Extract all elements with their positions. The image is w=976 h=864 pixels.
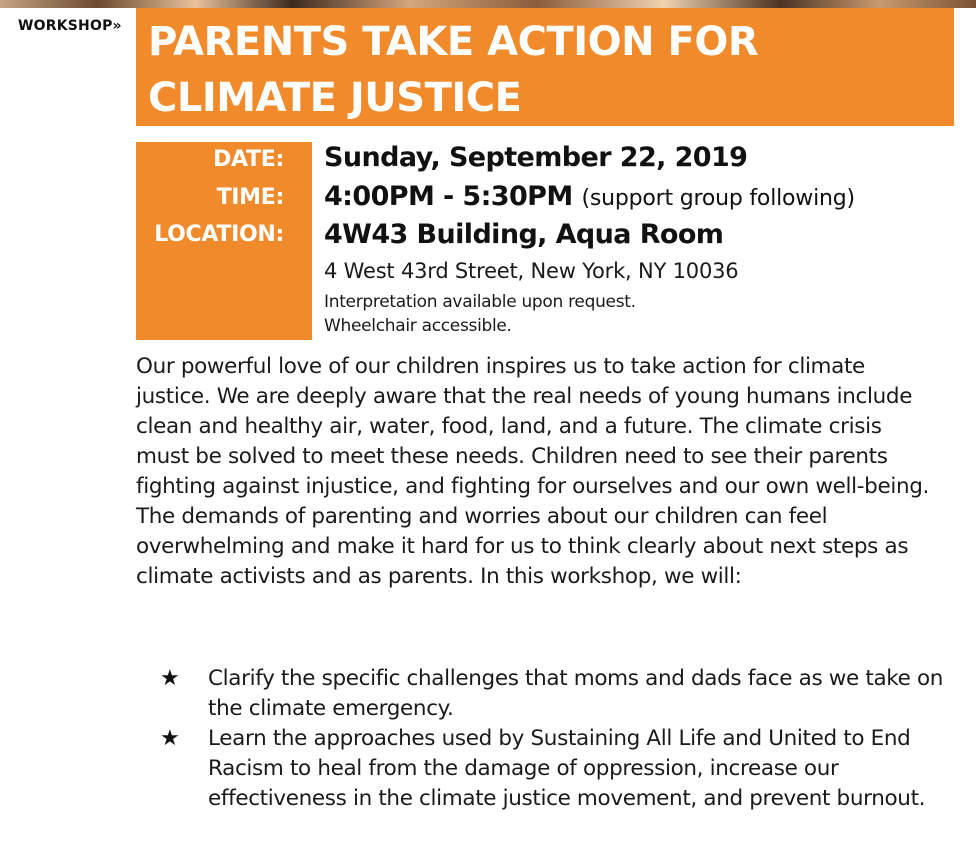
time-label: TIME: — [216, 185, 284, 210]
workshop-goals-list — [160, 664, 950, 814]
list-item-text: Learn the approaches used by Sustaining All Life and United to End Racism to heal from the damage of oppression, increase our effectiveness in the climate justice movement, and prevent burnout. — [208, 726, 926, 811]
date-label: DATE: — [213, 147, 284, 172]
date-value: Sunday, September 22, 2019 — [324, 142, 748, 173]
page-title: PARENTS TAKE ACTION FOR CLIMATE JUSTICE — [148, 19, 759, 121]
star-icon: ★ — [160, 726, 180, 751]
section-label: WORKSHOP» — [18, 18, 122, 34]
address: 4 West 43rd Street, New York, NY 10036 — [324, 259, 739, 283]
list-item-text: Clarify the specific challenges that moms and dads face as we take on the climate emergency. — [208, 666, 944, 721]
time-note: (support group following) — [581, 186, 855, 211]
location-value: 4W43 Building, Aqua Room — [324, 219, 724, 250]
wheelchair-note: Wheelchair accessible. — [324, 316, 512, 336]
list-item — [160, 664, 950, 724]
list-item — [160, 724, 950, 814]
workshop-description: Our powerful love of our children inspires us to take action for climate justice. We are deeply aware that the real needs of young humans include clean and healthy air, water, food, land, and a future. The climate crisis must be solved to meet these needs. Children need to see their parents fighting against injustice, and fighting for ourselves and our own well-being. The demands of parenting and worries about our children can feel overwhelming and make it hard for us to think clearly about next steps as climate activists and as parents. In this workshop, we will: — [136, 354, 930, 589]
interpretation-note: Interpretation available upon request. — [324, 292, 636, 312]
location-label: LOCATION: — [154, 222, 284, 247]
star-icon: ★ — [160, 666, 180, 691]
details-label-box — [136, 142, 312, 340]
time-row — [324, 181, 855, 212]
header-photo-strip — [0, 0, 976, 8]
time-value: 4:00PM - 5:30PM — [324, 181, 573, 212]
